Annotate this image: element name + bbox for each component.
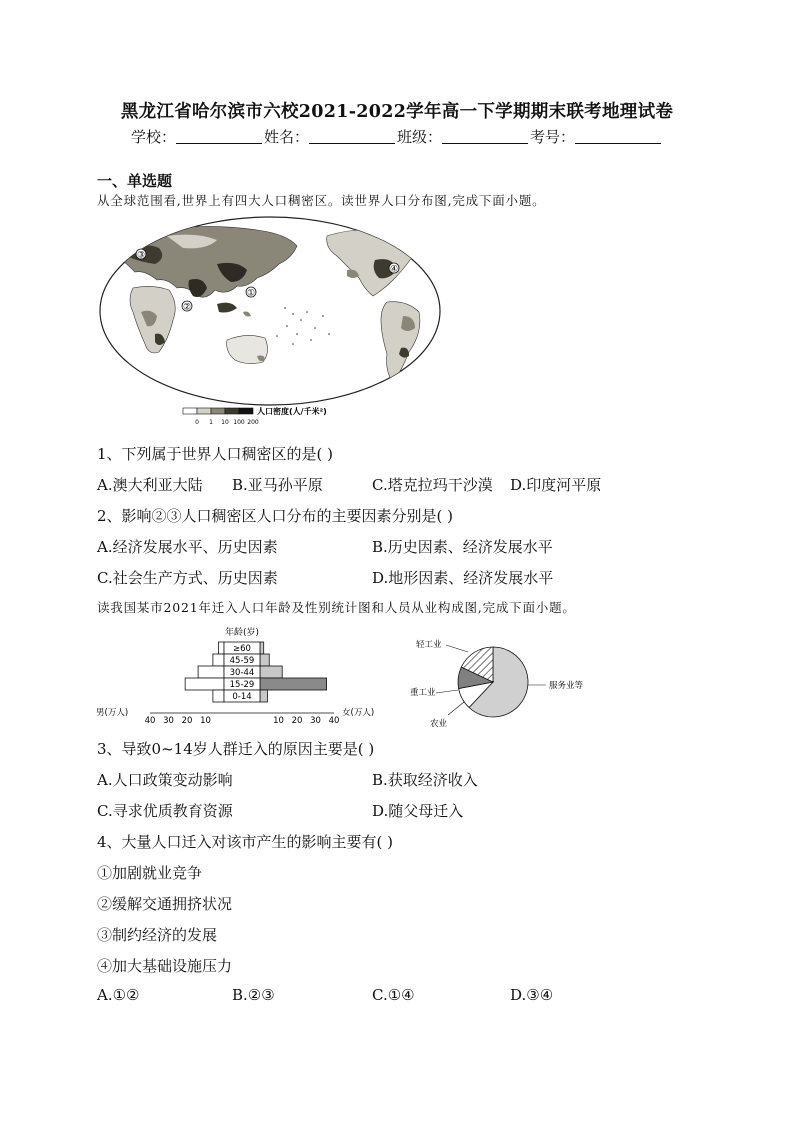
q3-option-d[interactable]: D.随父母迁入 bbox=[372, 802, 464, 820]
q3-option-c[interactable]: C.寻求优质教育资源 bbox=[97, 802, 233, 820]
age-group-label: 15-29 bbox=[229, 680, 255, 690]
male-tick-label: 10 bbox=[200, 716, 211, 726]
male-axis-label: 男(万人) bbox=[96, 708, 129, 718]
q4-stem: 4、大量人口迁入对该市产生的影响主要有( ) bbox=[97, 833, 394, 851]
male-bar-1 bbox=[213, 654, 224, 666]
student-info-row bbox=[0, 126, 794, 147]
q2-option-a[interactable]: A.经济发展水平、历史因素 bbox=[97, 538, 278, 556]
male-bar-4 bbox=[213, 690, 224, 702]
legend-title: 人口密度(人/千米²) bbox=[257, 407, 327, 416]
female-tick-label: 40 bbox=[328, 716, 340, 726]
q1-option-c[interactable]: C.塔克拉玛干沙漠 bbox=[372, 476, 493, 494]
q4-item-1: ①加剧就业竞争 bbox=[97, 864, 203, 882]
age-group-label: 45-59 bbox=[229, 656, 255, 666]
pyramid-title: 年龄(岁) bbox=[224, 628, 260, 638]
marker-2: ② bbox=[182, 302, 192, 313]
male-tick-label: 30 bbox=[163, 716, 174, 726]
q2-option-b[interactable]: B.历史因素、经济发展水平 bbox=[372, 538, 553, 556]
female-bar-3 bbox=[260, 678, 327, 690]
female-tick-label: 10 bbox=[273, 716, 284, 726]
q4-option-c[interactable]: C.①④ bbox=[372, 986, 415, 1004]
q4-item-3: ③制约经济的发展 bbox=[97, 926, 218, 944]
legend-tick: 10 bbox=[221, 419, 229, 426]
pie-label-light-industry: 轻工业 bbox=[416, 640, 442, 650]
female-axis-label: 女(万人) bbox=[342, 708, 375, 718]
name-label: 姓名： bbox=[263, 128, 309, 146]
q1-stem: 1、下列属于世界人口稠密区的是( ) bbox=[97, 445, 334, 463]
pie-label-heavy-industry: 重工业 bbox=[410, 688, 436, 698]
q4-option-a[interactable]: A.①② bbox=[97, 986, 140, 1004]
male-bar-2 bbox=[198, 666, 224, 678]
pie-label-agriculture: 农业 bbox=[430, 719, 448, 729]
female-bar-2 bbox=[260, 666, 282, 678]
q1-option-d[interactable]: D.印度河平原 bbox=[510, 476, 602, 494]
age-group-label: ≥60 bbox=[233, 644, 251, 654]
world-population-map bbox=[97, 216, 443, 430]
marker-1: ① bbox=[246, 288, 256, 299]
legend-tick: 100 bbox=[233, 419, 245, 426]
class-blank[interactable] bbox=[442, 130, 528, 144]
legend-tick: 1 bbox=[209, 419, 213, 426]
exam-title: 黑龙江省哈尔滨市六校2021-2022学年高一下学期期末联考地理试卷 bbox=[120, 102, 674, 122]
q2-option-d[interactable]: D.地形因素、经济发展水平 bbox=[372, 569, 554, 587]
legend-tick: 0 bbox=[195, 419, 199, 426]
female-tick-label: 20 bbox=[291, 716, 303, 726]
female-tick-label: 30 bbox=[310, 716, 321, 726]
q4-option-b[interactable]: B.②③ bbox=[232, 986, 275, 1004]
male-tick-label: 40 bbox=[144, 716, 156, 726]
female-bar-0 bbox=[260, 642, 264, 654]
female-bar-1 bbox=[260, 654, 269, 666]
pie-label-services: 服务业等 bbox=[549, 681, 584, 691]
q3-option-a[interactable]: A.人口政策变动影响 bbox=[97, 771, 233, 789]
q1-option-b[interactable]: B.亚马孙平原 bbox=[232, 476, 323, 494]
intro-text-2: 读我国某市2021年迁入人口年龄及性别统计图和人员从业构成图,完成下面小题。 bbox=[97, 600, 576, 615]
male-bar-0 bbox=[218, 642, 224, 654]
q4-item-2: ②缓解交通拥挤状况 bbox=[97, 895, 233, 913]
marker-3: ③ bbox=[136, 250, 146, 261]
name-blank[interactable] bbox=[309, 130, 395, 144]
q3-option-b[interactable]: B.获取经济收入 bbox=[372, 771, 478, 789]
q4-item-4: ④加大基础设施压力 bbox=[97, 957, 233, 975]
section-heading: 一、单选题 bbox=[97, 172, 173, 190]
female-bar-4 bbox=[260, 690, 267, 702]
number-blank[interactable] bbox=[575, 130, 661, 144]
school-blank[interactable] bbox=[176, 130, 262, 144]
legend-tick: 200 bbox=[247, 419, 259, 426]
age-group-label: 0-14 bbox=[232, 692, 252, 702]
age-group-label: 30-44 bbox=[229, 668, 255, 678]
q2-option-c[interactable]: C.社会生产方式、历史因素 bbox=[97, 569, 278, 587]
class-label: 班级： bbox=[397, 128, 443, 146]
marker-4: ④ bbox=[389, 264, 399, 275]
employment-pie-chart bbox=[400, 632, 610, 732]
q4-option-d[interactable]: D.③④ bbox=[510, 986, 554, 1004]
male-tick-label: 20 bbox=[181, 716, 193, 726]
school-label: 学校： bbox=[130, 128, 176, 146]
q1-option-a[interactable]: A.澳大利亚大陆 bbox=[97, 476, 203, 494]
population-pyramid-chart bbox=[94, 622, 394, 726]
map-legend bbox=[183, 406, 327, 426]
male-bar-3 bbox=[185, 678, 224, 690]
q3-stem: 3、导致0~14岁人群迁入的原因主要是( ) bbox=[97, 740, 375, 758]
q2-stem: 2、影响②③人口稠密区人口分布的主要因素分别是( ) bbox=[97, 507, 454, 525]
number-label: 考号： bbox=[530, 128, 576, 146]
intro-text-1: 从全球范围看,世界上有四大人口稠密区。读世界人口分布图,完成下面小题。 bbox=[97, 193, 546, 208]
